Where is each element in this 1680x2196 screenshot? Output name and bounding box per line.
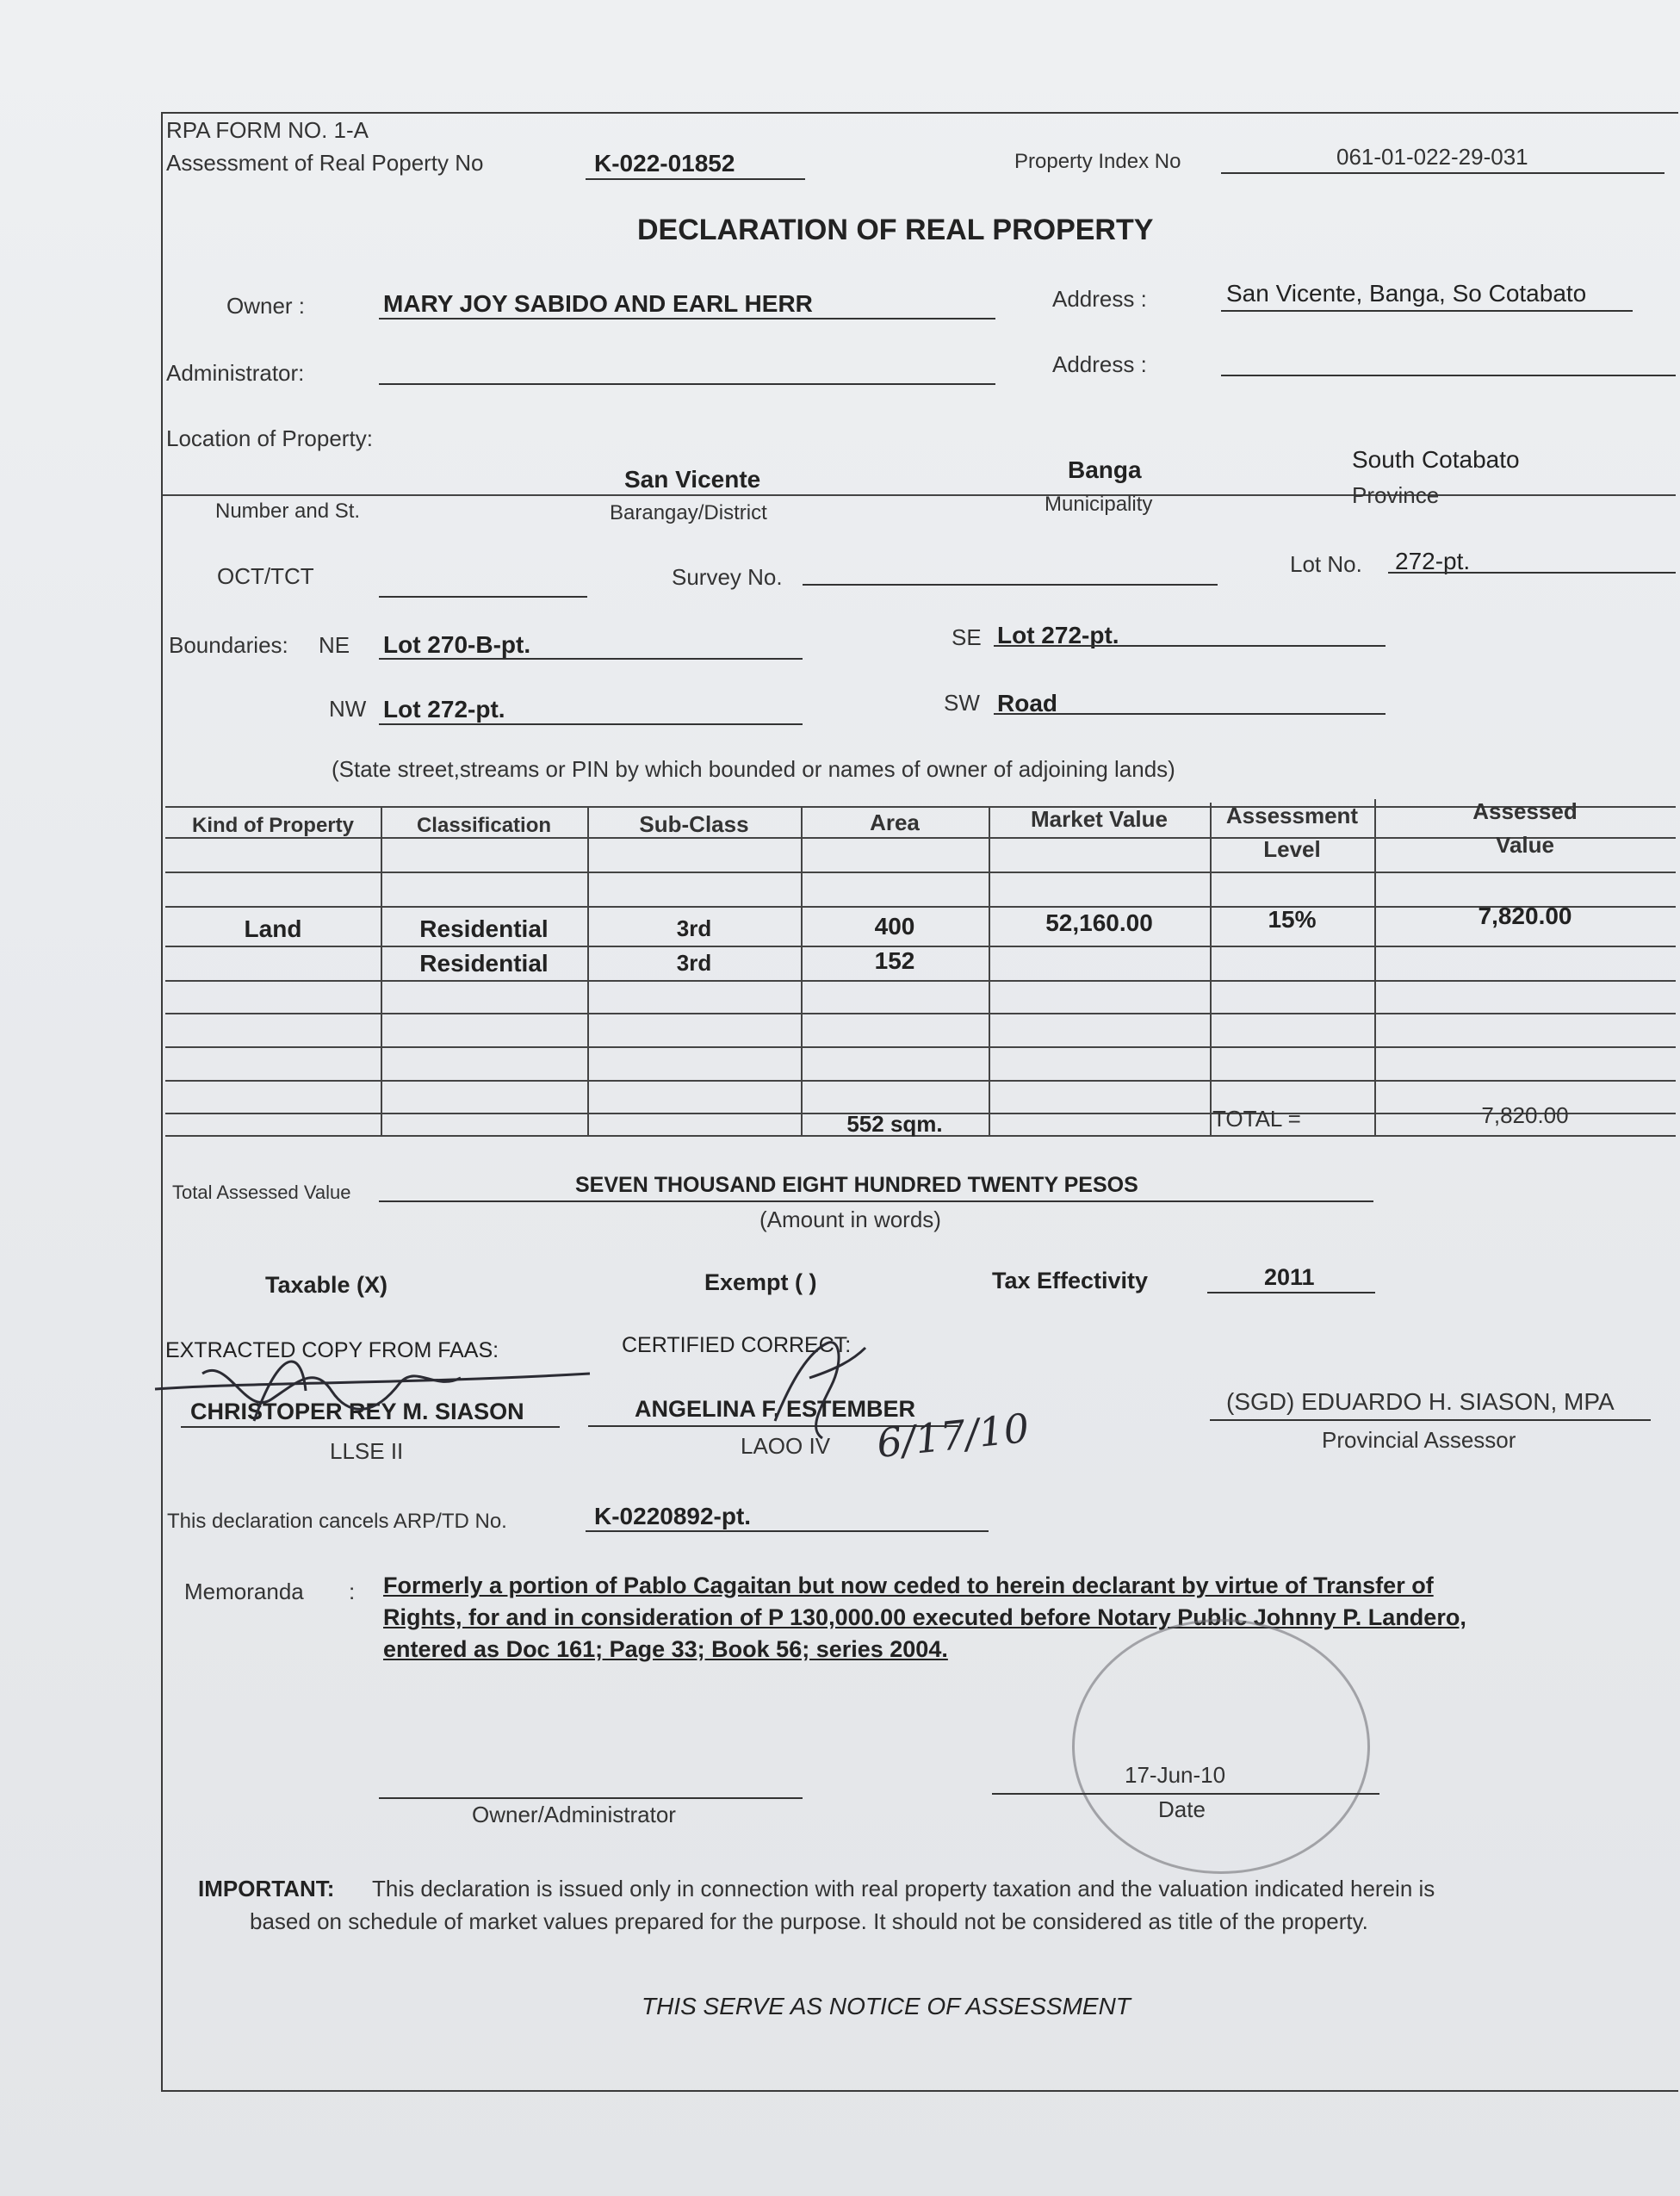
handwritten-date: 6/17/10 [874, 1404, 1032, 1467]
memoranda-label: Memoranda [184, 1579, 304, 1604]
row1-kind: Land [244, 915, 302, 942]
row2-classification: Residential [419, 950, 549, 977]
address-label: Address : [1052, 286, 1147, 312]
important-line-1: This declaration is issued only in connection with real property taxation and the valuation indicated herein is [372, 1876, 1435, 1901]
cancels-label: This declaration cancels ARP/TD No. [167, 1510, 507, 1533]
oct-tct-label: OCT/TCT [217, 563, 314, 589]
total-assessed-value: 7,820.00 [1481, 1102, 1569, 1128]
boundaries-note: (State street,streams or PIN by which bounded or names of owner of adjoining lands) [332, 756, 1175, 782]
date-underline [992, 1793, 1379, 1795]
se-label: SE [952, 624, 982, 650]
ne-label: NE [319, 632, 350, 658]
admin-address-underline [1221, 375, 1676, 376]
memoranda-colon: : [349, 1579, 356, 1604]
signature-christoper [151, 1339, 598, 1434]
ne-value: Lot 270-B-pt. [383, 631, 531, 658]
col-kind: Kind of Property [191, 814, 354, 837]
col-assessed: Assessed [1472, 798, 1578, 824]
location-rule [163, 494, 1676, 496]
row1-area: 400 [874, 913, 915, 940]
amount-in-words-caption: (Amount in words) [759, 1207, 941, 1232]
sw-underline [994, 713, 1386, 715]
sw-value: Road [997, 690, 1057, 716]
row1-subclass: 3rd [676, 915, 712, 941]
tav-words: SEVEN THOUSAND EIGHT HUNDRED TWENTY PESOS [575, 1173, 1138, 1197]
page-title: DECLARATION OF REAL PROPERTY [637, 214, 1154, 246]
row1-assessed-value: 7,820.00 [1478, 903, 1572, 929]
memoranda-line-2: Rights, for and in consideration of P 130,000.00 executed before Notary Public Johnny P. Landero, [383, 1604, 1466, 1630]
province-label: Province [1352, 482, 1440, 508]
signature-angelina [758, 1326, 870, 1447]
tax-effectivity-label: Tax Effectivity [992, 1268, 1149, 1293]
lot-value: 272-pt. [1395, 548, 1471, 574]
row2-subclass: 3rd [676, 950, 712, 976]
row1-classification: Residential [419, 915, 549, 942]
extracted-title: LLSE II [330, 1438, 404, 1464]
row2-area: 152 [874, 947, 915, 974]
col-subclass: Sub-Class [639, 811, 749, 837]
memoranda-line-3: entered as Doc 161; Page 33; Book 56; series 2004. [383, 1636, 948, 1662]
certified-label: CERTIFIED CORRECT: [622, 1333, 852, 1357]
row1-level: 15% [1268, 906, 1317, 933]
administrator-label: Administrator: [166, 360, 305, 386]
lot-label: Lot No. [1290, 551, 1362, 577]
owner-admin-underline [379, 1797, 803, 1799]
nw-underline [379, 723, 803, 725]
owner-admin-label: Owner/Administrator [472, 1802, 676, 1827]
se-value: Lot 272-pt. [997, 622, 1119, 648]
col-area: Area [870, 810, 920, 835]
memoranda-line-1: Formerly a portion of Pablo Cagaitan but now ceded to herein declarant by virtue of Transfer of [383, 1573, 1434, 1598]
total-area: 552 sqm. [846, 1111, 943, 1137]
certified-title: LAOO IV [741, 1433, 831, 1459]
province-value: South Cotabato [1352, 446, 1520, 473]
effectivity-underline [1207, 1292, 1375, 1293]
assessment-number: K-022-01852 [594, 150, 735, 177]
assessor-underline [1210, 1419, 1651, 1421]
extracted-name: CHRISTOPER REY M. SIASON [190, 1399, 524, 1424]
lot-underline [1388, 572, 1676, 574]
location-label: Location of Property: [166, 425, 373, 451]
pin-underline [1221, 172, 1665, 174]
assessor-title: Provincial Assessor [1322, 1427, 1516, 1453]
barangay-value: San Vicente [624, 466, 761, 493]
owner-underline [379, 318, 995, 319]
date-label: Date [1158, 1796, 1206, 1822]
col-classification: Classification [416, 814, 552, 837]
col-assessment: Assessment [1225, 803, 1359, 828]
col-level: Level [1263, 836, 1321, 862]
ne-underline [379, 658, 803, 660]
nw-label: NW [329, 696, 367, 722]
date-value: 17-Jun-10 [1125, 1762, 1226, 1788]
survey-label: Survey No. [672, 564, 783, 590]
certified-name: ANGELINA F. ESTEMBER [635, 1396, 916, 1422]
barangay-label: Barangay/District [610, 501, 767, 524]
pin-label: Property Index No [1014, 150, 1181, 173]
notice-of-assessment: THIS SERVE AS NOTICE OF ASSESSMENT [642, 1993, 1131, 2019]
admin-address-label: Address : [1052, 351, 1147, 377]
tav-label: Total Assessed Value [172, 1182, 351, 1203]
important-label: IMPORTANT: [198, 1876, 335, 1901]
assessment-underline [586, 178, 805, 180]
taxable-marker: Taxable (X) [265, 1272, 388, 1298]
se-underline [994, 645, 1386, 647]
nw-value: Lot 272-pt. [383, 696, 505, 723]
municipality-label: Municipality [1045, 493, 1153, 516]
address-value: San Vicente, Banga, So Cotabato [1226, 280, 1587, 307]
sw-label: SW [944, 690, 980, 716]
oct-tct-underline [379, 596, 587, 598]
administrator-underline [379, 383, 995, 385]
cancels-underline [586, 1530, 989, 1532]
survey-underline [803, 584, 1218, 586]
cancels-value: K-0220892-pt. [594, 1503, 752, 1529]
owner-value: MARY JOY SABIDO AND EARL HERR [383, 290, 813, 317]
total-label: TOTAL = [1212, 1106, 1301, 1132]
col-value: Value [1496, 832, 1554, 858]
assessor-name: (SGD) EDUARDO H. SIASON, MPA [1226, 1388, 1615, 1415]
municipality-value: Banga [1068, 456, 1142, 483]
tax-effectivity-value: 2011 [1264, 1264, 1315, 1290]
tav-underline [379, 1200, 1373, 1202]
important-line-2: based on schedule of market values prepared for the purpose. It should not be considered as title of the property. [250, 1908, 1368, 1934]
address-underline [1221, 310, 1633, 312]
extracted-label: EXTRACTED COPY FROM FAAS: [165, 1338, 499, 1362]
boundaries-label: Boundaries: [169, 632, 288, 658]
exempt-marker: Exempt ( ) [704, 1269, 817, 1295]
number-street-label: Number and St. [215, 499, 361, 523]
col-market-value: Market Value [1031, 806, 1168, 832]
assessment-label: Assessment of Real Poperty No [166, 150, 484, 176]
pin-value: 061-01-022-29-031 [1336, 144, 1528, 170]
form-number: RPA FORM NO. 1-A [166, 117, 369, 143]
row1-market-value: 52,160.00 [1045, 909, 1153, 936]
assessor-seal-stamp [1072, 1619, 1370, 1874]
owner-label: Owner : [226, 293, 306, 319]
